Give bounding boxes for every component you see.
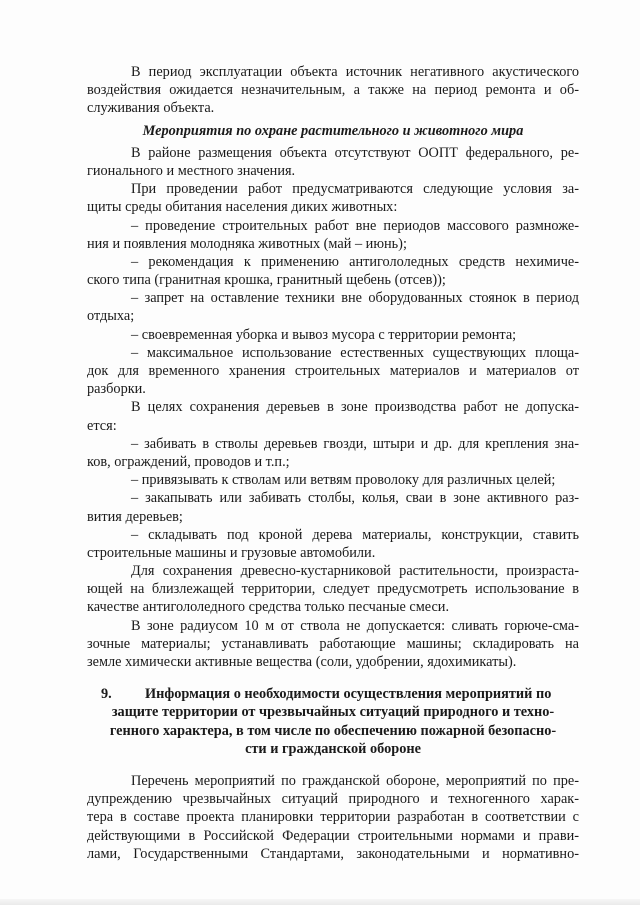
paragraph <box>87 144 579 180</box>
text-line: В районе размещения объекта отсутствуют ООПТ федерального, ре- <box>131 144 579 161</box>
text-line: При проведении работ предусматриваются следующие условия за- <box>131 181 579 198</box>
text-line: Для сохранения древесно-кустарниковой растительности, произраста- <box>131 563 579 580</box>
text-line: служивания объекта. <box>87 100 215 117</box>
paragraph-civil-defense <box>87 772 579 863</box>
section-title-line: защите территории от чрезвычайных ситуаций природного и техно- <box>111 704 555 721</box>
text-line: ков, ограждений, проводов и т.п.; <box>87 453 290 470</box>
paragraph <box>87 289 579 325</box>
paragraph <box>87 526 579 562</box>
text-line: – забивать в стволы деревьев гвозди, штыри и др. для крепления зна- <box>131 435 579 452</box>
text-line: отдыха; <box>87 308 135 325</box>
text-line: зочные материалы; устанавливать работающие машины; складировать на <box>87 635 579 652</box>
paragraph <box>87 253 579 289</box>
paragraph <box>87 326 579 344</box>
text-line: дупреждению чрезвычайных ситуаций природного и техногенного харак- <box>87 791 579 808</box>
text-line: щиты среды обитания населения диких животных: <box>87 199 398 216</box>
text-line: вития деревьев; <box>87 508 183 525</box>
paragraph <box>87 217 579 253</box>
text-line: – рекомендация к применению антигололедных средств нехимиче- <box>131 253 579 270</box>
paragraph-acoustic <box>87 63 579 118</box>
paragraph <box>87 398 579 434</box>
paragraph-list <box>87 144 579 671</box>
paragraph <box>87 562 579 617</box>
paragraph <box>87 344 579 399</box>
text-line: воздействия ожидается незначительным, а также на период ремонта и об- <box>87 82 579 99</box>
text-line: гионального и местного значения. <box>87 162 296 179</box>
page-edge <box>0 899 640 905</box>
text-line: земле химически активные вещества (соли, удобрении, ядохимикаты). <box>87 654 517 671</box>
text-line: разборки. <box>87 381 146 398</box>
text-line: В целях сохранения деревьев в зоне производства работ не допуска- <box>131 399 579 416</box>
paragraph <box>87 489 579 525</box>
text-line: лами, Государственными Стандартами, законодательными и нормативно- <box>87 845 579 862</box>
text-line: ется: <box>87 417 117 434</box>
text-line: – своевременная уборка и вывоз мусора с территории ремонта; <box>131 326 517 343</box>
section-title-line: генного характера, в том числе по обеспечению пожарной безопасно- <box>109 722 557 739</box>
text-line: качестве антигололедного средства только песчаные смеси. <box>87 599 450 616</box>
text-line: ющей на близлежащей территории, следует предусмотреть использование в <box>87 581 579 598</box>
text-line: – закапывать или забивать столбы, колья, сваи в зоне активного раз- <box>131 490 579 507</box>
text-line: строительные машины и грузовые автомобили. <box>87 544 376 561</box>
text-line: ского типа (гранитная крошка, гранитный щебень (отсев)); <box>87 272 446 289</box>
paragraph <box>87 180 579 216</box>
section-number: 9. <box>101 686 112 703</box>
text-line: В зоне радиусом 10 м от ствола не допускается: сливать горюче-сма- <box>131 617 579 634</box>
page-content <box>87 63 579 863</box>
section-title-line: сти и гражданской обороне <box>245 740 421 757</box>
paragraph <box>87 617 579 672</box>
text-line: тера в составе проекта планировки территории разработан в соответствии с <box>87 809 579 826</box>
paragraph <box>87 471 579 489</box>
text-line: – максимальное использование естественных существующих площа- <box>131 344 579 361</box>
text-line: док для временного хранения строительных материалов и материалов от <box>87 363 579 380</box>
text-line: В период эксплуатации объекта источник негативного акустического <box>131 64 579 80</box>
text-line: действующими в Российской Федерации строительными нормами и прави- <box>87 827 579 844</box>
section-title-line <box>87 685 579 703</box>
text-line: – проведение строительных работ вне периодов массового размноже- <box>131 217 579 234</box>
text-line: – запрет на оставление техники вне оборудованных стоянок в период <box>131 290 579 307</box>
section-heading-9 <box>87 685 579 758</box>
section-title-text: Информация о необходимости осуществления мероприятий по <box>145 686 552 703</box>
subheading-flora-fauna: Мероприятия по охране растительного и животного мира <box>142 122 524 139</box>
text-line: Перечень мероприятий по гражданской обороне, мероприятий по пре- <box>131 772 579 789</box>
text-line: ния и появления молодняка животных (май – июнь); <box>87 235 407 252</box>
text-line: – складывать под кроной дерева материалы, конструкции, ставить <box>131 526 579 543</box>
paragraph <box>87 435 579 471</box>
text-line: – привязывать к стволам или ветвям проволоку для различных целей; <box>131 472 556 489</box>
